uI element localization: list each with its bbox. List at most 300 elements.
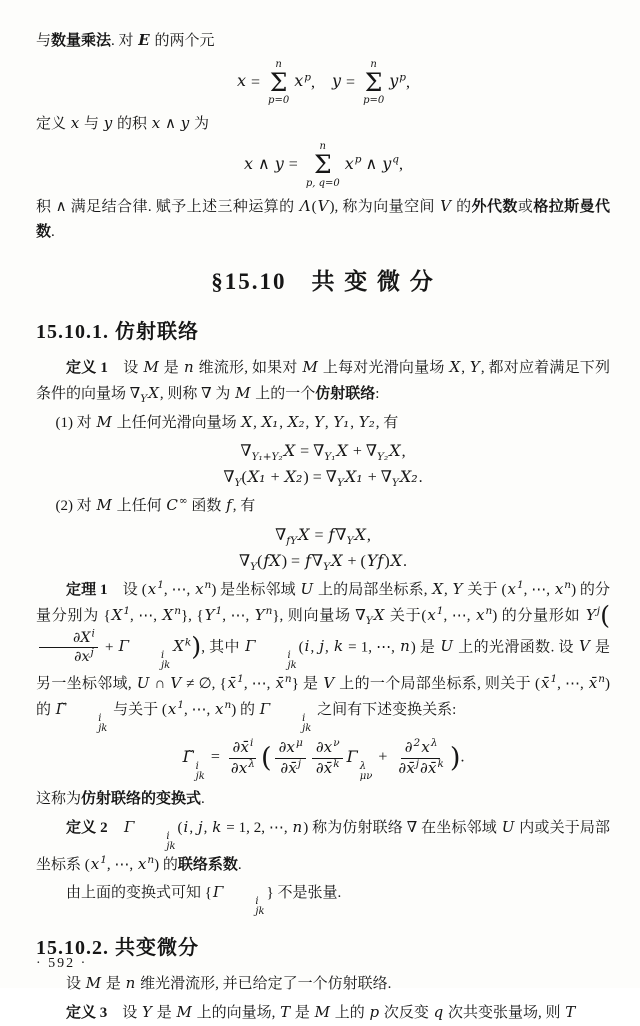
text-run: X: [298, 524, 310, 544]
text-run: 1: [177, 699, 185, 712]
text-run: x: [90, 854, 100, 873]
text-run: 关于 (: [463, 581, 507, 598]
text-run: ∞: [178, 495, 188, 508]
text-run: Λ: [299, 196, 311, 215]
fraction-denominator: [276, 759, 304, 777]
text-run: V: [317, 196, 329, 215]
text-run: T: [280, 1002, 291, 1021]
text-run: (: [177, 819, 183, 836]
text-run: ∂x̄: [420, 758, 437, 777]
text-run: , 其中: [201, 638, 245, 655]
text-run: +: [374, 749, 392, 767]
text-run: 上的局部坐标系,: [314, 581, 432, 598]
text-run: , 有: [232, 498, 256, 515]
text-run: 上的: [330, 1004, 369, 1021]
text-run: 是: [291, 1004, 314, 1021]
text-run: ∂x: [278, 738, 295, 757]
text-run: 函数: [187, 498, 226, 515]
text-run: 数量乘法: [51, 33, 112, 49]
text-run: μ: [295, 737, 303, 750]
text-run: +: [363, 469, 381, 487]
text-run: M: [235, 384, 251, 403]
text-run: 次共变张量场, 则: [444, 1004, 565, 1021]
text-run: 次反变: [380, 1004, 433, 1021]
lower-index: jk: [98, 723, 108, 735]
text-run: 是: [159, 359, 183, 376]
formula-wedge-product: [36, 142, 610, 188]
text-run: 上的光滑函数. 设: [454, 638, 579, 655]
upper-index: i: [166, 830, 170, 842]
text-run: , 都对应着满足下列条件的向量场: [36, 359, 610, 403]
fraction: [275, 739, 306, 777]
text-run: ,: [399, 156, 403, 174]
text-run: (: [311, 198, 317, 215]
text-run: 上每对光滑向量场: [318, 359, 449, 376]
text-run: ,: [366, 526, 371, 544]
text-run: 定义 2: [66, 819, 108, 836]
text-run: }, {: [180, 608, 204, 625]
text-run: ∩: [150, 675, 170, 692]
text-run: Y: [323, 560, 331, 573]
stacked-indices: [131, 651, 170, 671]
text-run: ≠ ∅, {: [182, 675, 227, 692]
text-run: (: [241, 469, 247, 487]
text-run: k: [184, 635, 192, 648]
text-run: n: [564, 578, 572, 591]
text-run: x: [507, 579, 516, 598]
text-run: x: [147, 579, 157, 598]
formula-element-decompositions: [36, 60, 610, 106]
text-run: .: [403, 552, 408, 570]
text-run: ∇: [238, 552, 251, 570]
lower-index: jk: [195, 771, 205, 783]
text-run: ) 的: [36, 675, 610, 719]
formula-christoffel-transformation: [36, 739, 610, 782]
upper-index: i: [161, 649, 165, 661]
sum-lower-limit: p=0: [363, 94, 385, 106]
text-run: M: [176, 1002, 192, 1021]
text-run: 仿射联络: [315, 386, 376, 403]
text-run: ∂x̄: [398, 758, 415, 777]
text-run: f: [226, 496, 232, 515]
text-run: M: [85, 974, 102, 993]
sum-upper-limit: n: [275, 58, 282, 70]
text-run: ) 称为仿射联络 ∇ 在坐标邻域: [303, 819, 501, 836]
text-run: 的积: [113, 115, 151, 132]
text-run: ν: [333, 737, 340, 750]
text-run: ∇: [355, 608, 366, 625]
text-run: n: [174, 605, 181, 618]
text-run: Y: [469, 357, 480, 376]
text-run: X: [331, 550, 343, 570]
text-run: 上任何光滑向量场: [112, 414, 241, 431]
text-run: i: [304, 636, 310, 655]
text-run: , 有: [375, 414, 399, 431]
text-run: }, 则向量场: [272, 608, 356, 625]
text-run: , ⋯,: [130, 608, 162, 625]
text-run: Γ: [123, 817, 135, 836]
text-run: Γ: [259, 700, 271, 719]
text-run: ∇: [240, 443, 252, 461]
text-run: ) 是: [410, 638, 440, 655]
text-run: Y: [142, 1002, 152, 1021]
text-run: 是: [102, 976, 125, 993]
text-run: x: [137, 854, 147, 873]
text-run: M: [143, 357, 159, 376]
text-run: (: [298, 638, 304, 655]
text-run: n: [224, 699, 232, 712]
text-run: x: [215, 700, 224, 719]
text-run: X₁: [261, 412, 279, 431]
text-run: ) 的分量分别为 {: [36, 581, 611, 625]
text-run: ∂x: [74, 648, 90, 665]
text-run: (: [257, 552, 263, 570]
text-run: X: [354, 524, 366, 544]
text-run: 定理 1: [66, 581, 108, 598]
text-run: j: [596, 605, 601, 618]
summation-symbol: [268, 60, 289, 106]
para-definition-3: [36, 1000, 610, 1026]
text-run: q: [392, 153, 399, 166]
text-run: y: [180, 113, 190, 132]
text-run: 与: [36, 33, 52, 49]
text-run: 维流形, 如果对: [194, 359, 302, 376]
upper-index: i: [287, 649, 291, 661]
text-run: +: [348, 443, 366, 461]
upper-index: i: [195, 761, 199, 773]
text-run: ∂x: [315, 738, 333, 757]
text-run: , ⋯,: [222, 608, 254, 625]
text-run: 1: [157, 578, 164, 591]
text-run: , ⋯,: [443, 608, 475, 625]
text-run: . 对: [111, 33, 138, 49]
text-run: , 则称 ∇ 为: [159, 386, 235, 403]
text-run: 积 ∧ 满足结合律. 赋予上述三种运算的: [36, 198, 299, 215]
text-run: Y₁+Y₂: [251, 451, 283, 464]
text-run: Yf: [366, 550, 384, 570]
text-run: p: [399, 70, 406, 83]
text-run: V: [579, 636, 590, 655]
text-run: ∇: [223, 469, 235, 487]
stacked-indices: [68, 714, 107, 734]
text-run: j: [319, 636, 325, 655]
text-run: x̄: [540, 673, 550, 692]
text-run: x: [167, 700, 177, 719]
text-run: n: [147, 853, 155, 866]
subsection-heading-covariant-differential: 15.10.2. 共变微分: [36, 937, 199, 960]
text-run: ∂x̄: [315, 758, 333, 777]
text-run: X: [373, 606, 385, 625]
formula-leibniz-rule: [36, 551, 610, 572]
lower-index: jk: [255, 906, 265, 918]
text-run: X: [173, 636, 184, 655]
para-definition-2: [36, 815, 610, 879]
text-run: E: [138, 31, 150, 49]
sum-upper-limit: n: [319, 141, 326, 153]
text-run: ), 称为向量空间: [329, 198, 440, 215]
text-run: 上的一个局部坐标系, 则关于 (: [335, 675, 540, 692]
text-run: } 不是张量.: [266, 885, 342, 902]
text-run: 1: [215, 605, 223, 618]
text-run: λ: [430, 737, 438, 750]
text-run: j: [297, 757, 302, 770]
text-run: n: [183, 357, 194, 376]
text-run: ,: [406, 73, 410, 91]
text-run: λ: [248, 757, 255, 770]
text-run: =: [206, 749, 224, 767]
text-run: 由上面的变换式可知 {: [66, 885, 212, 902]
text-run: 定义 1: [66, 359, 108, 376]
text-run: 的: [451, 198, 472, 215]
text-run: n: [204, 578, 212, 591]
text-run: ∧: [361, 156, 382, 174]
sigma-glyph: Σ: [313, 150, 332, 180]
text-run: :: [375, 386, 380, 403]
text-run: fX: [263, 550, 281, 570]
text-run: ∂: [404, 738, 413, 757]
text-run: ): [384, 552, 390, 570]
text-run: 或: [517, 198, 534, 215]
sum-lower-limit: p=0: [268, 94, 290, 106]
text-run: Y: [391, 477, 399, 490]
text-run: Y: [585, 606, 596, 625]
text-run: X: [283, 441, 296, 461]
text-run: , ⋯,: [106, 856, 137, 873]
text-run: ∂x̄: [280, 758, 297, 777]
text-run: X: [336, 441, 348, 461]
fraction-denominator: [227, 759, 258, 777]
text-run: x̄: [227, 673, 237, 692]
text-run: Y: [250, 560, 258, 573]
text-run: 2: [413, 737, 421, 750]
text-run: [108, 820, 123, 836]
text-run: V: [440, 196, 451, 215]
text-run: Y₂: [377, 451, 389, 464]
text-run: 联络系数: [177, 856, 238, 873]
sigma-glyph: Σ: [269, 67, 288, 97]
text-run: , ⋯,: [557, 675, 588, 692]
text-run: x: [554, 579, 564, 598]
text-run: ,: [401, 443, 406, 461]
text-run: (2) 对: [55, 498, 96, 515]
text-run: i: [183, 817, 189, 836]
text-run: =: [296, 443, 314, 461]
text-run: , ⋯,: [184, 702, 215, 719]
text-run: x: [244, 154, 254, 174]
fraction: [312, 739, 343, 777]
text-run: , ⋯,: [243, 675, 275, 692]
text-run: x: [70, 113, 80, 132]
text-run: .: [460, 749, 465, 767]
text-run: y: [331, 71, 342, 91]
fraction-numerator: [312, 739, 343, 758]
para-not-a-tensor: [36, 880, 610, 917]
text-run: Γ̃: [55, 700, 67, 719]
text-run: 设: [66, 976, 85, 993]
text-run: ,: [325, 638, 333, 655]
text-run: 定义: [36, 115, 70, 132]
text-run: ,: [253, 414, 261, 431]
text-run: ∇: [311, 552, 324, 570]
text-run: X: [162, 606, 174, 625]
text-run: n: [292, 817, 303, 836]
text-run: =: [247, 73, 265, 91]
text-run: 维光滑流形, 并已给定了一个仿射联络.: [136, 976, 392, 993]
text-run: = 1, 2, ⋯,: [222, 819, 292, 836]
text-run: 与关于 (: [109, 702, 167, 719]
text-run: , ⋯,: [523, 581, 554, 598]
text-run: fY: [286, 534, 298, 547]
sum-lower-limit: p, q=0: [305, 177, 340, 189]
text-run: ,: [461, 359, 469, 376]
lower-index: jk: [166, 840, 176, 852]
page-number: · 592 ·: [36, 956, 88, 972]
text-run: .: [201, 791, 205, 808]
text-run: Y: [254, 606, 265, 625]
text-run: U: [440, 636, 454, 655]
text-run: p: [369, 1002, 380, 1021]
text-run: 设 (: [107, 581, 147, 598]
text-run: n: [125, 974, 136, 993]
text-run: ∇: [313, 443, 325, 461]
text-run: X₁: [247, 467, 266, 487]
summation-symbol: [363, 60, 384, 106]
text-run: +: [266, 469, 284, 487]
text-run: q: [433, 1002, 444, 1021]
text-run: .: [418, 469, 423, 487]
text-run: y: [382, 154, 392, 174]
text-run: X: [432, 579, 444, 598]
fraction-denominator: [40, 648, 97, 665]
upper-index: i: [98, 713, 102, 725]
text-run: 上任何: [112, 498, 166, 515]
text-run: (1) 对: [55, 414, 96, 431]
text-run: ∇: [335, 526, 347, 544]
text-run: Y: [313, 412, 324, 431]
text-run: 上的向量场,: [192, 1004, 280, 1021]
text-run: n: [284, 672, 292, 685]
text-run: M: [96, 496, 112, 515]
text-run: x: [294, 71, 304, 91]
text-run: X: [390, 550, 403, 570]
text-run: X₁: [344, 467, 363, 487]
formula-additivity-in-x: [36, 467, 610, 488]
text-run: x: [427, 606, 436, 625]
text-run: Y: [346, 534, 354, 547]
text-run: 设: [107, 1004, 142, 1021]
text-run: X: [148, 384, 159, 403]
text-run: ) 的: [231, 702, 259, 719]
para-theorem-1: [36, 577, 610, 735]
fraction: [39, 626, 98, 666]
text-run: ) 的分量形如: [492, 608, 585, 625]
text-run: 之间有下述变换关系:: [313, 702, 457, 719]
fraction: [394, 739, 446, 777]
text-run: ∂x: [230, 758, 248, 777]
text-run: Y: [140, 393, 148, 406]
text-run: ) 的: [154, 856, 178, 873]
lower-index: jk: [161, 659, 171, 671]
text-run: 关于(: [385, 608, 427, 625]
text-run: x: [475, 606, 485, 625]
fraction-numerator: [275, 739, 306, 758]
text-run: U: [300, 579, 314, 598]
text-run: ,: [444, 581, 452, 598]
text-run: Y: [365, 615, 373, 628]
text-run: 内或关于局部坐标系 (: [36, 819, 610, 873]
stacked-indices: [225, 897, 264, 917]
big-parenthesis: (: [260, 742, 272, 774]
summation-symbol: [306, 142, 340, 188]
text-run: , ⋯,: [163, 581, 195, 598]
text-run: ∇: [325, 469, 337, 487]
text-run: ∧: [254, 156, 274, 174]
subsection-heading-affine-connection: 15.10.1. 仿射联络: [36, 320, 199, 343]
text-run: f: [305, 550, 311, 570]
text-run: 这称为: [36, 791, 82, 808]
sum-upper-limit: n: [370, 58, 377, 70]
text-run: Γ: [245, 636, 256, 655]
text-run: ) =: [303, 469, 326, 487]
text-run: p: [304, 70, 311, 83]
lower-index: jk: [302, 723, 312, 735]
text-run: Γ: [118, 636, 130, 655]
text-run: } 是: [291, 675, 323, 692]
upper-index: λ: [359, 761, 367, 773]
text-run: k: [212, 817, 222, 836]
text-run: =: [342, 73, 360, 91]
text-run: x̄: [588, 673, 598, 692]
text-run: ,: [324, 414, 333, 431]
text-run: U: [136, 673, 150, 692]
text-run: = 1, ⋯,: [344, 638, 400, 655]
text-run: p: [354, 153, 362, 166]
text-run: y: [389, 71, 399, 91]
text-run: + (: [343, 552, 366, 570]
text-run: M: [302, 357, 318, 376]
big-parenthesis: ): [449, 742, 461, 774]
text-run: Y₂: [358, 412, 375, 431]
text-run: X: [449, 357, 461, 376]
text-run: =: [310, 526, 328, 544]
text-run: Y: [452, 579, 463, 598]
text-run: ∇: [275, 526, 287, 544]
text-run: ∧: [161, 115, 180, 132]
text-run: +: [100, 638, 118, 655]
text-run: ,: [350, 414, 358, 431]
text-run: i: [91, 626, 95, 639]
text-run: M: [314, 1002, 330, 1021]
text-run: x: [195, 579, 204, 598]
text-run: ,: [310, 73, 331, 91]
text-run: x: [236, 71, 247, 91]
text-run: ,: [203, 819, 212, 836]
formula-f-linearity: [36, 525, 610, 546]
text-run: x: [421, 738, 430, 757]
lower-index: jk: [287, 659, 297, 671]
text-run: X₂: [399, 467, 418, 487]
text-run: Y: [336, 477, 344, 490]
text-run: C: [166, 496, 178, 515]
para-define-wedge-product: [36, 111, 610, 138]
text-run: k: [437, 757, 444, 770]
para-condition-1: [36, 410, 610, 437]
sigma-glyph: Σ: [364, 67, 383, 97]
stacked-indices: [272, 714, 311, 734]
text-run: X₂: [284, 467, 303, 487]
text-run: X: [111, 606, 123, 625]
stacked-indices: [196, 762, 205, 782]
